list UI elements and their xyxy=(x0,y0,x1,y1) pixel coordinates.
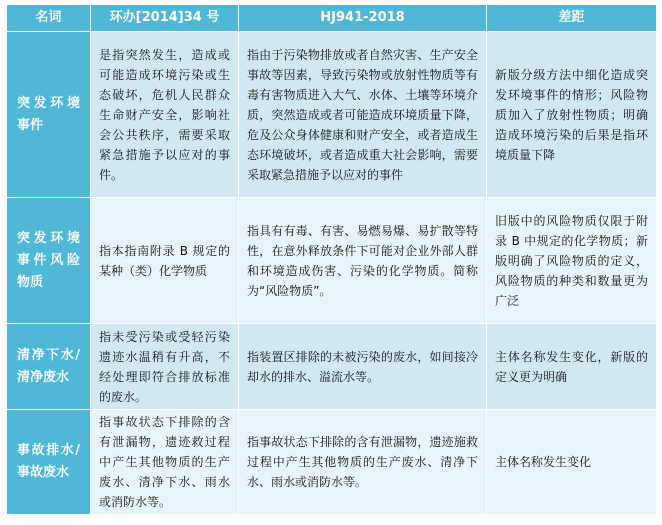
old-definition-cell: 是指突然发生，造成或可能造成环境污染或生态破坏，危机人民群众生命财产安全，影响社会公共秩序，需要采取紧急措施予以应对的事件。 xyxy=(91,32,239,198)
difference-cell: 旧版中的风险物质仅限于附录 B 中规定的化学物质；新版明确了风险物质的定义，风险物质的种类和数量更为广泛 xyxy=(487,198,657,324)
header-new-standard: HJ941-2018 xyxy=(239,5,487,32)
term-cell: 突发环境事件 xyxy=(7,32,91,198)
difference-cell: 主体名称发生变化 xyxy=(487,410,657,515)
old-definition-cell: 指本指南附录 B 规定的某种（类）化学物质 xyxy=(91,198,239,324)
new-definition-cell: 指事故状态下排除的含有泄漏物，遗迹施救过程中产生其他物质的生产废水、清净下水、雨水或消防水等。 xyxy=(239,410,487,515)
new-definition-cell: 指由于污染物排放或者自然灾害、生产安全事故等因素，导致污染物或放射性物质等有毒有害物质进入大气、水体、土壤等环境介质，突然造成或者可能造成环境质量下降，危及公众身体健康和财产安全，或者造成生态环境破坏，或者造成重大社会影响，需要采取紧急措施予以应对的事件 xyxy=(239,32,487,198)
table-row xyxy=(7,198,657,324)
header-old-standard: 环办[2014]34 号 xyxy=(91,5,239,32)
old-definition-cell: 指事故状态下排除的含有泄漏物，遗迹救过程中产生其他物质的生产废水、清净下水、雨水或消防水等。 xyxy=(91,410,239,515)
term-cell: 事故排水/事故废水 xyxy=(7,410,91,515)
new-definition-cell: 指装置区排除的未被污染的废水，如间接冷却水的排水、溢流水等。 xyxy=(239,324,487,410)
term-cell: 突发环境事件风险物质 xyxy=(7,198,91,324)
header-term: 名词 xyxy=(7,5,91,32)
table-row xyxy=(7,410,657,515)
difference-cell: 新版分级方法中细化造成突发环境事件的情形；风险物质加入了放射性物质；明确造成环境污染的后果是指环境质量下降 xyxy=(487,32,657,198)
header-difference: 差距 xyxy=(487,5,657,32)
table-row xyxy=(7,324,657,410)
header-row xyxy=(7,5,657,32)
term-cell: 清净下水/清净废水 xyxy=(7,324,91,410)
old-definition-cell: 指未受污染或受轻污染遗迹水温稍有升高，不经处理即符合排放标准的废水。 xyxy=(91,324,239,410)
table-row xyxy=(7,32,657,198)
new-definition-cell: 指具有有毒、有害、易燃易爆、易扩散等特性，在意外释放条件下可能对企业外部人群和环境造成伤害、污染的化学物质。简称为“风险物质”。 xyxy=(239,198,487,324)
comparison-table xyxy=(6,4,657,515)
difference-cell: 主体名称发生变化，新版的定义更为明确 xyxy=(487,324,657,410)
